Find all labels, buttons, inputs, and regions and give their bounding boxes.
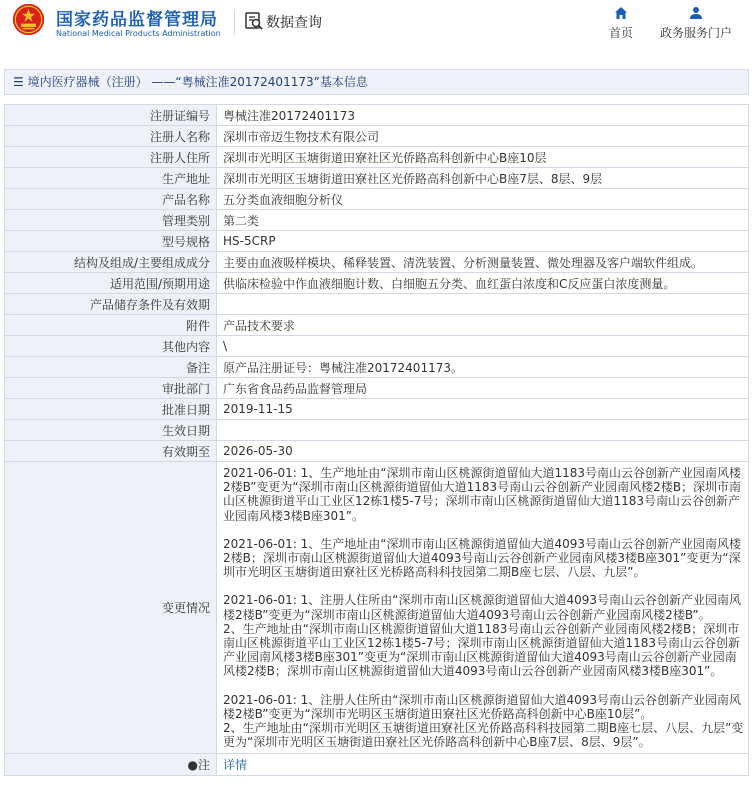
field-label: 注册人名称 [5, 126, 217, 147]
note-label-cell [5, 754, 217, 776]
org-name-en[interactable]: National Medical Products Administration [56, 29, 221, 38]
row-other [5, 336, 749, 357]
row-storage [5, 294, 749, 315]
note-value [217, 754, 749, 776]
change-entry: 2021-06-01: 1、注册人住所由“深圳市南山区桃源街道留仙大道4093号南山云谷创新产业园南风楼2楼B”变更为“深圳市光明区玉塘街道田寮社区光侨路高科创新中心B座10层”。 2、生产地址由“深圳市光明区玉塘街道田寮社区光侨路高科科技园第二期B座七层、八层、九层”变更为“深圳市光明区玉塘街道田寮社区光侨路高科创新中心B座7层、8层、9层”。 [223, 692, 744, 750]
field-value [217, 294, 749, 315]
row-attachment [5, 315, 749, 336]
pin-icon: ● [187, 758, 198, 773]
national-emblem-icon [12, 3, 45, 36]
field-label: 管理类别 [5, 210, 217, 231]
field-value: HS-5CRP [217, 231, 749, 252]
field-value: \ [217, 336, 749, 357]
field-label: 生效日期 [5, 420, 217, 441]
row-registrant-address [5, 147, 749, 168]
field-value: 深圳市光明区玉塘街道田寮社区光侨路高科创新中心B座7层、8层、9层 [217, 168, 749, 189]
field-value: 原产品注册证号：粤械注准20172401173。 [217, 357, 749, 378]
nav-home-label: 首页 [608, 26, 633, 40]
document-icon: ☰ [13, 75, 24, 89]
row-effective-date [5, 420, 749, 441]
field-value: 产品技术要求 [217, 315, 749, 336]
field-label: 其他内容 [5, 336, 217, 357]
row-management-class [5, 210, 749, 231]
org-name-cn[interactable]: 国家药品监督管理局 [56, 10, 218, 30]
nav-home[interactable] [600, 6, 642, 41]
note-label: 注 [197, 758, 210, 773]
field-label: 批准日期 [5, 399, 217, 420]
field-value: 广东省食品药品监督管理局 [217, 378, 749, 399]
field-value: 五分类血液细胞分析仪 [217, 189, 749, 210]
home-icon [614, 6, 628, 20]
field-value: 主要由血液吸样模块、稀释装置、清洗装置、分析测量装置、微处理器及客户端软件组成。 [217, 252, 749, 273]
row-remark [5, 357, 749, 378]
field-value: 深圳市帝迈生物技术有限公司 [217, 126, 749, 147]
field-label: 适用范围/预期用途 [5, 273, 217, 294]
row-production-address [5, 168, 749, 189]
field-label: 变更情况 [5, 462, 217, 754]
row-change-history [5, 462, 749, 754]
row-intended-use [5, 273, 749, 294]
field-label: 产品名称 [5, 189, 217, 210]
change-entry: 2021-06-01: 1、注册人住所由“深圳市南山区桃源街道留仙大道4093号南山云谷创新产业园南风楼2楼B”变更为“深圳市南山区桃源街道留仙大道4093号南山云谷创新产业园南风楼2楼B”。 2、生产地址由“深圳市南山区桃源街道留仙大道1183号南山云谷创新产业园南风楼2楼B；深圳市南山区桃源街道平山工业区12栋1楼5-7号；深圳市南山区桃源街道留仙大道1183号南山云谷创新产业园南风楼3楼B座301”变更为“深圳市南山区桃源街道留仙大道4093号南山云谷创新产业园南风楼2楼B；深圳市南山区桃源街道留仙大道4093号南山云谷创新产业园南风楼3楼B座301”。 [223, 593, 741, 679]
field-label: 生产地址 [5, 168, 217, 189]
field-value: 第二类 [217, 210, 749, 231]
field-value: 2026-05-30 [217, 441, 749, 462]
change-entry: 2021-06-01: 1、生产地址由“深圳市南山区桃源街道留仙大道4093号南山云谷创新产业园南风楼2楼B；深圳市南山区桃源街道留仙大道4093号南山云谷创新产业园南风楼3楼B座301”变更为“深圳市光明区玉塘街道田寮社区光桥路高科科技园第二期B座七层、八层、九层”。 [223, 536, 741, 580]
row-approval-date [5, 399, 749, 420]
field-label: 产品储存条件及有效期 [5, 294, 217, 315]
field-label: 备注 [5, 357, 217, 378]
nav-gov-service-portal[interactable] [655, 6, 737, 41]
data-search-icon[interactable] [244, 11, 264, 31]
row-structure [5, 252, 749, 273]
row-valid-until [5, 441, 749, 462]
change-history-value [217, 462, 749, 754]
site-header [0, 0, 755, 54]
row-product-name [5, 189, 749, 210]
detail-link[interactable]: 详情 [223, 758, 248, 773]
change-entry: 2021-06-01: 1、生产地址由“深圳市南山区桃源街道留仙大道1183号南山云谷创新产业园南风楼2楼B”变更为“深圳市南山区桃源街道留仙大道1183号南山云谷创新产业园南风楼2楼B；深圳市南山区桃源街道平山工业区12栋1楼5-7号；深圳市南山区桃源街道留仙大道1183号南山云谷创新产业园南风楼3楼B座301”。 [223, 466, 742, 523]
user-icon [689, 6, 703, 20]
row-reg-number [5, 105, 749, 126]
record-title: 境内医疗器械（注册） ——“粤械注准20172401173”基本信息 [27, 75, 368, 89]
field-label: 型号规格 [5, 231, 217, 252]
field-value [217, 420, 749, 441]
field-value: 深圳市光明区玉塘街道田寮社区光侨路高科创新中心B座10层 [217, 147, 749, 168]
field-label: 附件 [5, 315, 217, 336]
nav-service-label: 政务服务门户 [659, 26, 732, 40]
field-value: 2019-11-15 [217, 399, 749, 420]
field-label: 注册证编号 [5, 105, 217, 126]
header-divider [234, 9, 235, 35]
row-registrant-name [5, 126, 749, 147]
field-value: 供临床检验中作血液细胞计数、白细胞五分类、血红蛋白浓度和C反应蛋白浓度测量。 [217, 273, 749, 294]
data-search-label[interactable]: 数据查询 [266, 15, 322, 31]
row-approval-dept [5, 378, 749, 399]
row-model-spec [5, 231, 749, 252]
field-label: 结构及组成/主要组成成分 [5, 252, 217, 273]
registration-info-table [4, 104, 749, 776]
field-label: 审批部门 [5, 378, 217, 399]
field-label: 注册人住所 [5, 147, 217, 168]
row-note [5, 754, 749, 776]
record-title-bar [4, 69, 749, 95]
field-label: 有效期至 [5, 441, 217, 462]
field-value: 粤械注准20172401173 [217, 105, 749, 126]
